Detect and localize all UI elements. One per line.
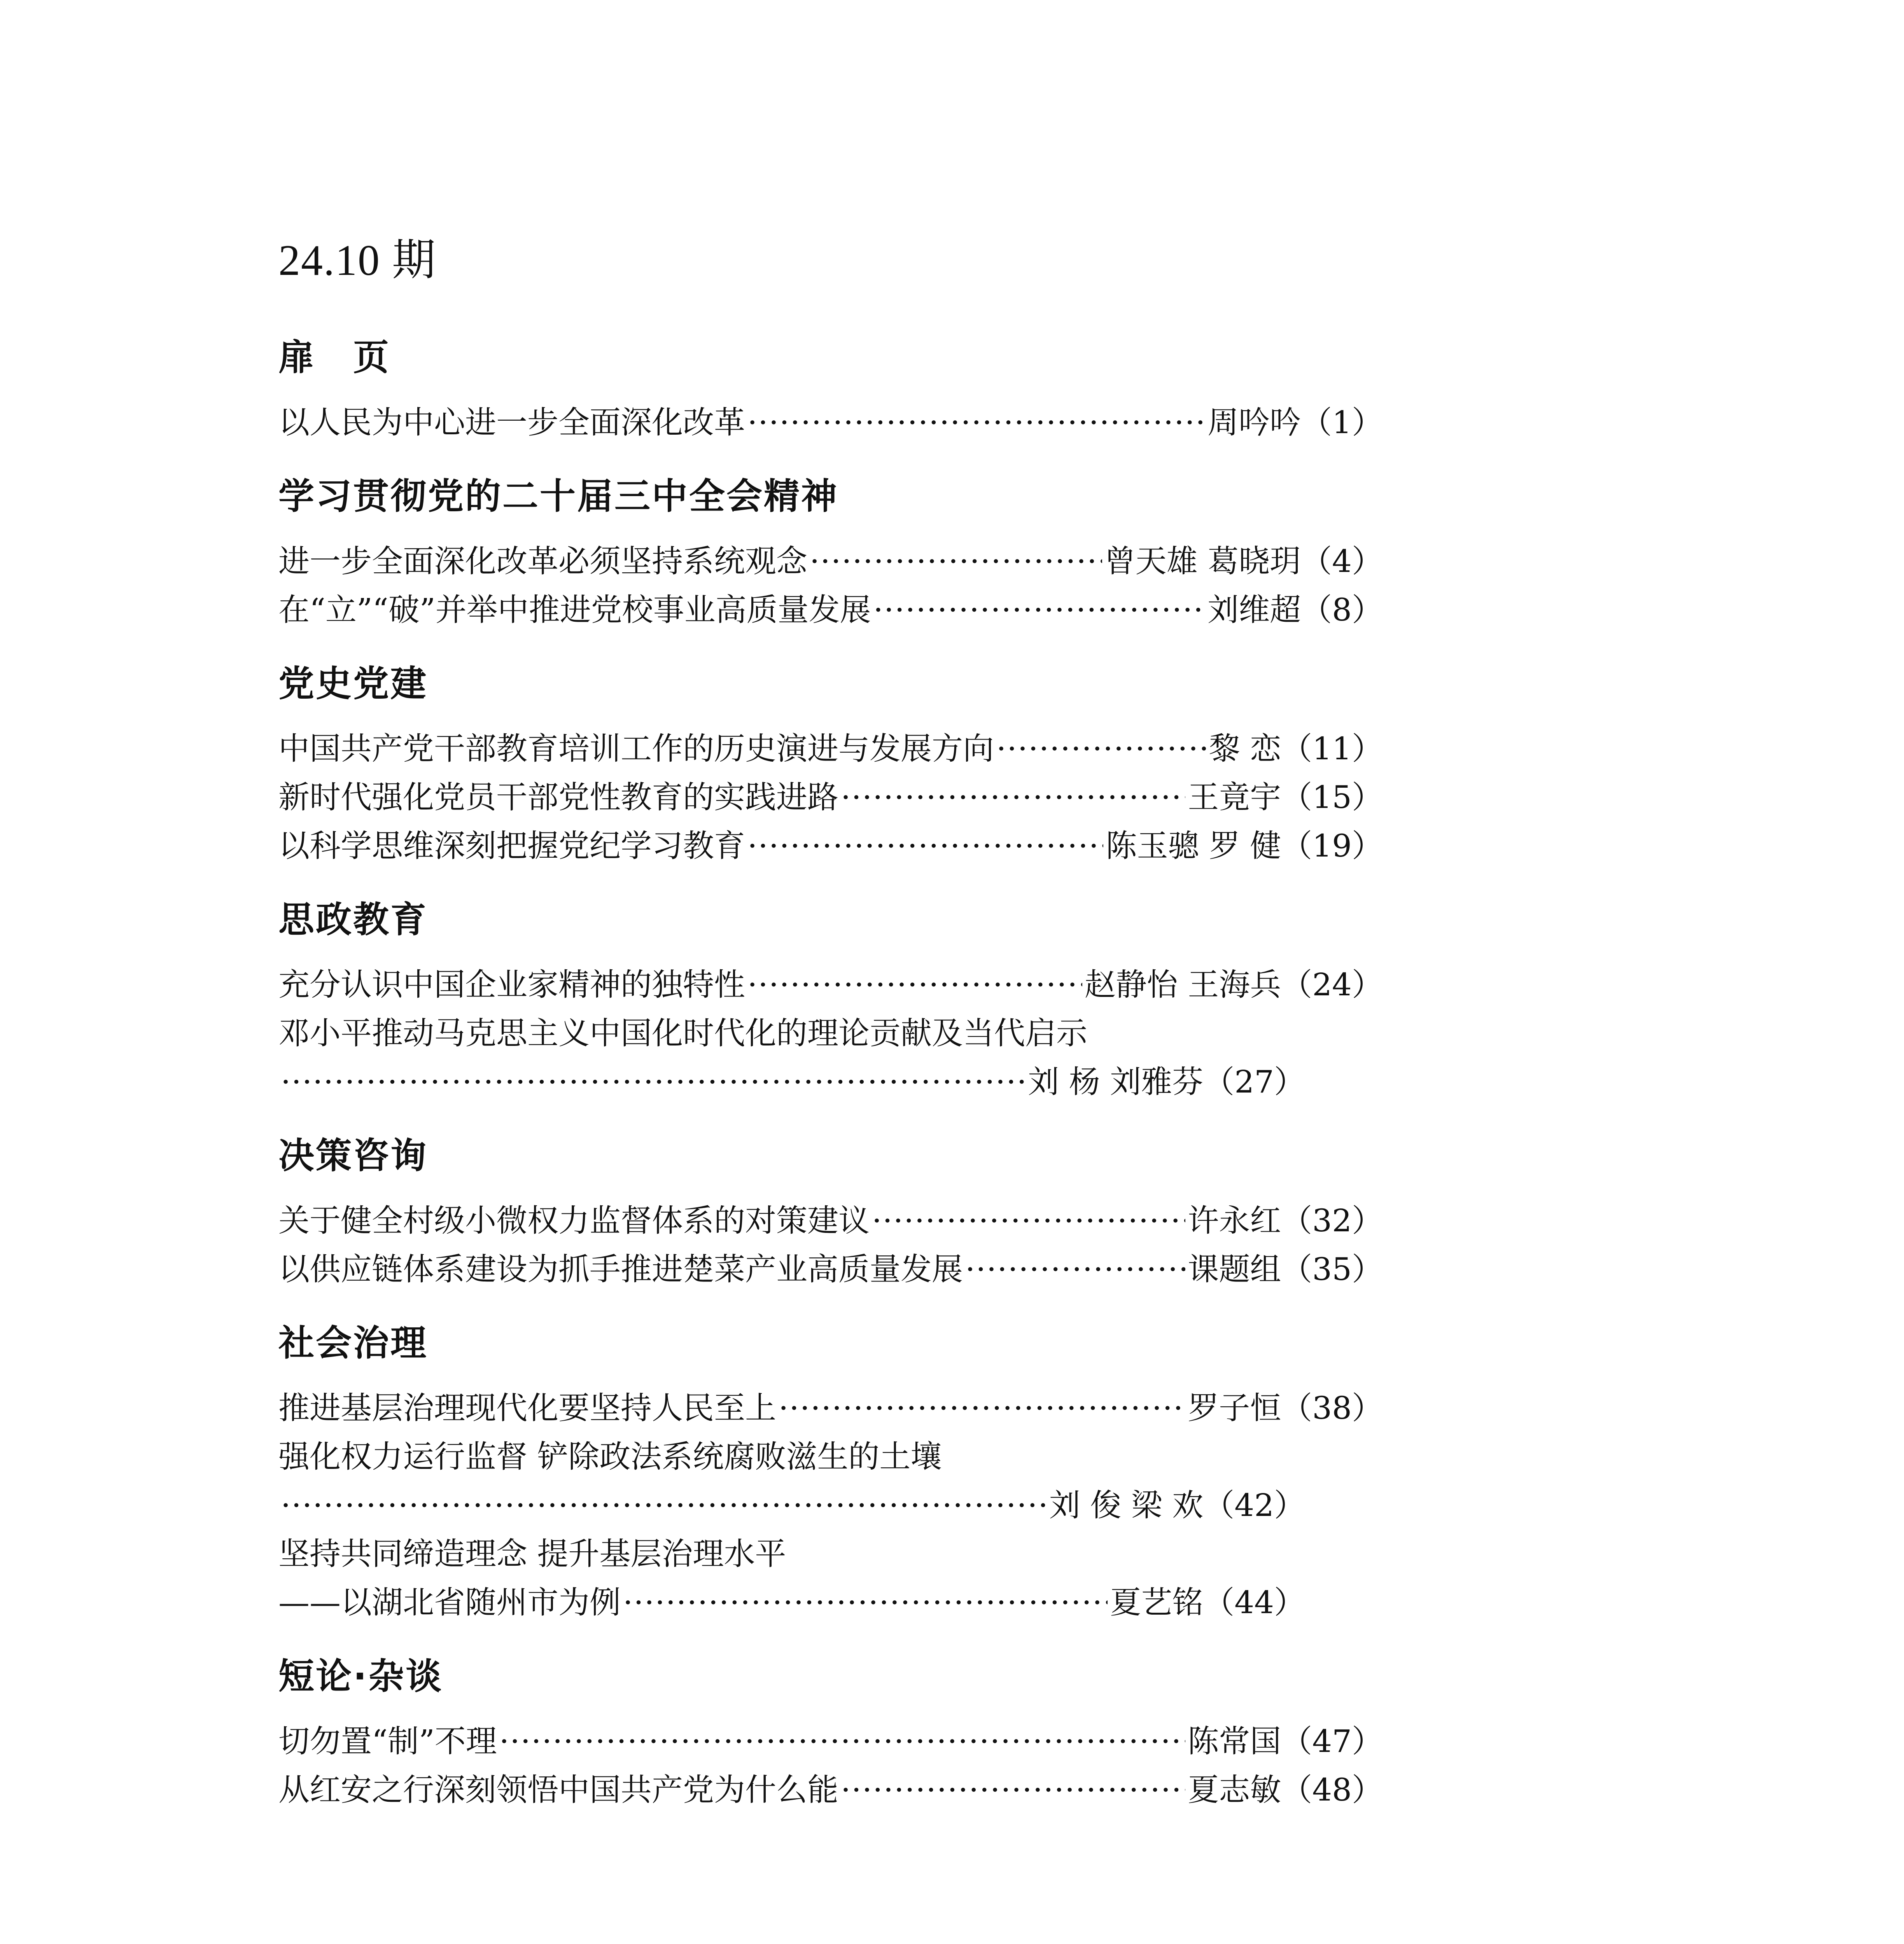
leader-dots [872, 1196, 1185, 1245]
toc-entry[interactable] [278, 1058, 1305, 1106]
toc-entry[interactable] [278, 724, 1383, 773]
entry-author: 赵静怡 王海兵 [1084, 967, 1281, 1003]
entry-page: （32） [1281, 1203, 1383, 1239]
toc-entry-title-line[interactable]: 强化权力运行监督 铲除政法系统腐败滋生的土壤 [278, 1439, 942, 1475]
section-title: 党史党建 [278, 663, 428, 705]
toc-section [278, 1133, 1383, 1294]
leader-dots [281, 1058, 1026, 1106]
leader-dots [623, 1578, 1108, 1627]
section-title: 决策咨询 [278, 1135, 428, 1177]
section-title: 社会治理 [278, 1322, 428, 1364]
entry-title: 关于健全村级小微权力监督体系的对策建议 [278, 1203, 870, 1239]
entry-page: （19） [1281, 828, 1383, 864]
toc-entry[interactable] [278, 1196, 1383, 1245]
toc-entry[interactable] [278, 960, 1383, 1009]
entry-author: 周吟吟 [1208, 404, 1301, 441]
toc-section [278, 334, 1383, 447]
entry-page: （38） [1281, 1390, 1383, 1426]
section-title: 扉 页 [278, 337, 391, 378]
entry-author: 刘 俊 梁 欢 [1049, 1487, 1204, 1523]
entry-title: 推进基层治理现代化要坚持人民至上 [278, 1390, 776, 1426]
leader-dots [965, 1245, 1185, 1294]
issue-title: 24.10 期 [278, 236, 436, 285]
entry-author: 夏艺铭 [1110, 1584, 1204, 1621]
leader-dots [810, 537, 1102, 586]
entry-title: 切勿置“制”不理 [278, 1723, 497, 1759]
entry-author: 课题组 [1188, 1251, 1281, 1287]
entry-author: 黎 恋 [1209, 731, 1281, 767]
entry-title: 中国共产党干部教育培训工作的历史演进与发展方向 [278, 731, 994, 767]
section-title: 短论·杂谈 [278, 1656, 443, 1697]
toc-entry[interactable] [278, 398, 1383, 447]
leader-dots [747, 398, 1205, 447]
entry-title: 以供应链体系建设为抓手推进楚菜产业高质量发展 [278, 1251, 963, 1287]
entry-author: 陈玉骢 罗 健 [1106, 828, 1281, 864]
entry-author: 刘 杨 刘雅芬 [1028, 1064, 1204, 1100]
toc-entry-title-line[interactable]: 坚持共同缔造理念 提升基层治理水平 [278, 1536, 786, 1572]
toc-section [278, 897, 1383, 1106]
entry-page: （8） [1301, 592, 1383, 628]
entry-author: 夏志敏 [1188, 1772, 1281, 1808]
toc-entry[interactable] [278, 1717, 1383, 1766]
leader-dots [996, 724, 1207, 773]
leader-dots [281, 1481, 1047, 1530]
toc-entry-title-line[interactable]: 邓小平推动马克思主义中国化时代化的理论贡献及当代启示 [278, 1015, 1087, 1051]
toc-entry[interactable] [278, 1245, 1383, 1294]
entry-title: ——以湖北省随州市为例 [278, 1584, 621, 1621]
entry-page: （1） [1301, 404, 1383, 441]
entry-title: 以科学思维深刻把握党纪学习教育 [278, 828, 745, 864]
toc-entry[interactable] [278, 1766, 1383, 1814]
toc-entry[interactable] [278, 773, 1383, 822]
entry-author: 许永红 [1188, 1203, 1281, 1239]
entry-author: 王竟宇 [1188, 779, 1281, 815]
entry-page: （35） [1281, 1251, 1383, 1287]
toc-entry[interactable] [278, 537, 1383, 586]
leader-dots [873, 586, 1206, 634]
entry-author: 刘维超 [1208, 592, 1301, 628]
entry-page: （11） [1281, 731, 1383, 767]
entry-page: （24） [1281, 967, 1383, 1003]
toc-entry[interactable] [278, 1578, 1305, 1627]
leader-dots [747, 822, 1103, 870]
entry-page: （4） [1301, 543, 1383, 579]
leader-dots [499, 1717, 1185, 1766]
toc-entry[interactable] [278, 822, 1383, 870]
toc-entry[interactable] [278, 1384, 1383, 1432]
entry-page: （15） [1281, 779, 1383, 815]
toc-section [278, 661, 1383, 870]
toc-entry[interactable] [278, 586, 1383, 634]
entry-page: （44） [1203, 1584, 1305, 1621]
entry-title: 新时代强化党员干部党性教育的实践进路 [278, 779, 838, 815]
entry-page: （42） [1203, 1487, 1305, 1523]
table-of-contents [278, 233, 1383, 1841]
entry-title: 充分认识中国企业家精神的独特性 [278, 967, 745, 1003]
leader-dots [747, 960, 1082, 1009]
entry-author: 罗子恒 [1188, 1390, 1281, 1426]
section-title: 学习贯彻党的二十届三中全会精神 [278, 476, 839, 517]
entry-page: （48） [1281, 1772, 1383, 1808]
entry-title: 从红安之行深刻领悟中国共产党为什么能 [278, 1772, 838, 1808]
leader-dots [779, 1384, 1185, 1432]
entry-page: （47） [1281, 1723, 1383, 1759]
entry-author: 陈常国 [1188, 1723, 1281, 1759]
leader-dots [841, 1766, 1185, 1814]
entry-title: 进一步全面深化改革必须坚持系统观念 [278, 543, 807, 579]
toc-section [278, 1653, 1383, 1814]
toc-section [278, 1320, 1383, 1627]
section-title: 思政教育 [278, 899, 428, 941]
toc-section [278, 473, 1383, 634]
leader-dots [841, 773, 1185, 822]
entry-page: （27） [1203, 1064, 1305, 1100]
entry-title: 在“立”“破”并举中推进党校事业高质量发展 [278, 592, 871, 628]
toc-entry[interactable] [278, 1481, 1305, 1530]
entry-title: 以人民为中心进一步全面深化改革 [278, 404, 745, 441]
entry-author: 曾天雄 葛晓玥 [1104, 543, 1301, 579]
